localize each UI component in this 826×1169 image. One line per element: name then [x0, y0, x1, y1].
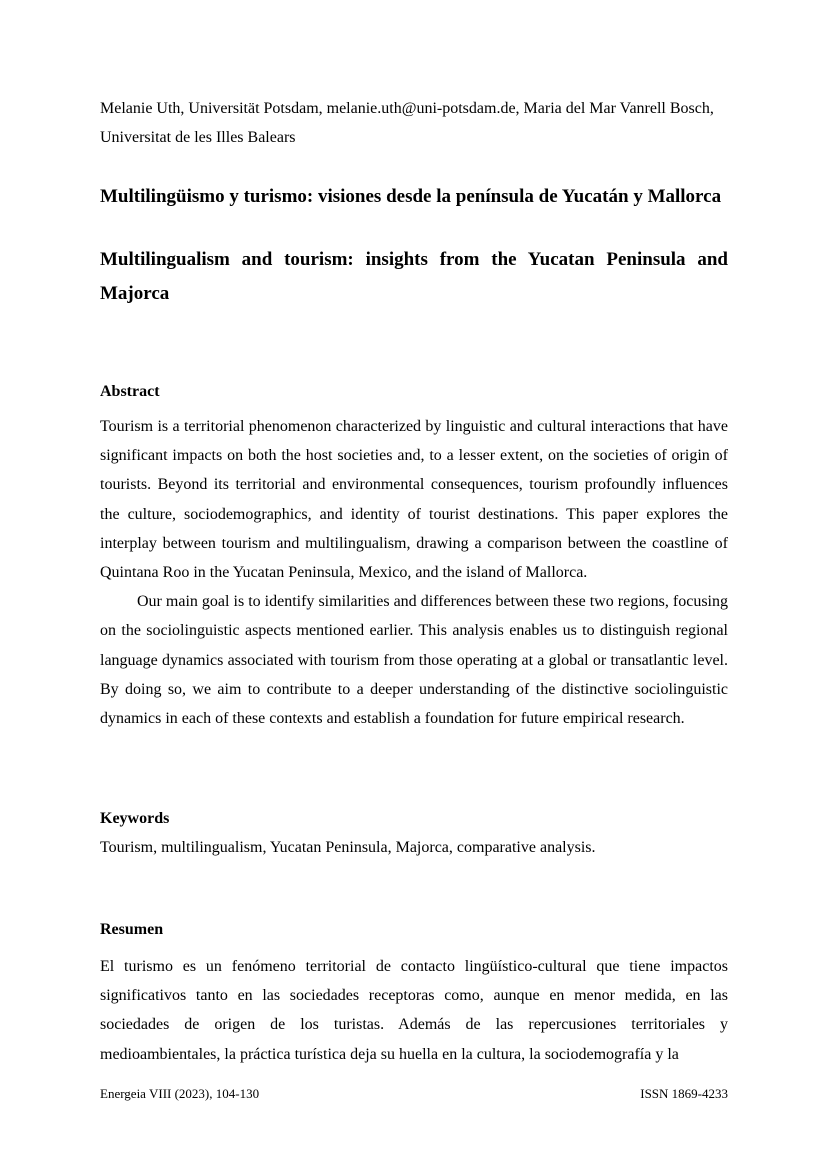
abstract-body: [100, 412, 728, 733]
title-english: Multilingualism and tourism: insights from the Yucatan Peninsula and Majorca: [100, 249, 728, 304]
resumen-body: [100, 952, 728, 1070]
author-affiliations: Melanie Uth, Universität Potsdam, melanie.uth@uni-potsdam.de, Maria del Mar Vanrell Bosch, Universitat de les Illes Balears: [100, 100, 714, 146]
title-spanish: Multilingüismo y turismo: visiones desde la península de Yucatán y Mallorca: [100, 186, 722, 207]
issn-number: ISSN 1869-4233: [640, 1086, 728, 1101]
resumen-paragraph: El turismo es un fenómeno territorial de contacto lingüístico-cultural que tiene impactos significativos tanto en las sociedades receptoras como, aunque en menor medida, en las sociedades de origen de los turistas. Además de las repercusiones territoriales y medioambientales, la práctica turística deja su huella en la cultura, la sociodemografía y la: [100, 958, 728, 1063]
abstract-heading: Abstract: [100, 383, 160, 400]
abstract-paragraph-1: Tourism is a territorial phenomenon characterized by linguistic and cultural interactions that have significant impacts on both the host societies and, to a lesser extent, on the societies of origin of tourists. Beyond its territorial and environmental consequences, tourism profoundly influences the culture, sociodemographics, and identity of tourist destinations. This paper explores the interplay between tourism and multilingualism, drawing a comparison between the coastline of Quintana Roo in the Yucatan Peninsula, Mexico, and the island of Mallorca.: [100, 418, 728, 582]
resumen-heading: Resumen: [100, 921, 164, 938]
keywords-heading: Keywords: [100, 810, 170, 827]
keywords-text: Tourism, multilingualism, Yucatan Peninsula, Majorca, comparative analysis.: [100, 839, 596, 856]
journal-citation: Energeia VIII (2023), 104-130: [100, 1086, 260, 1101]
abstract-paragraph-2: Our main goal is to identify similarities and differences between these two regions, focusing on the sociolinguistic aspects mentioned earlier. This analysis enables us to distinguish regional language dynamics associated with tourism from those operating at a global or transatlantic level. By doing so, we aim to contribute to a deeper understanding of the distinctive sociolinguistic dynamics in each of these contexts and establish a foundation for future empirical research.: [100, 593, 728, 728]
